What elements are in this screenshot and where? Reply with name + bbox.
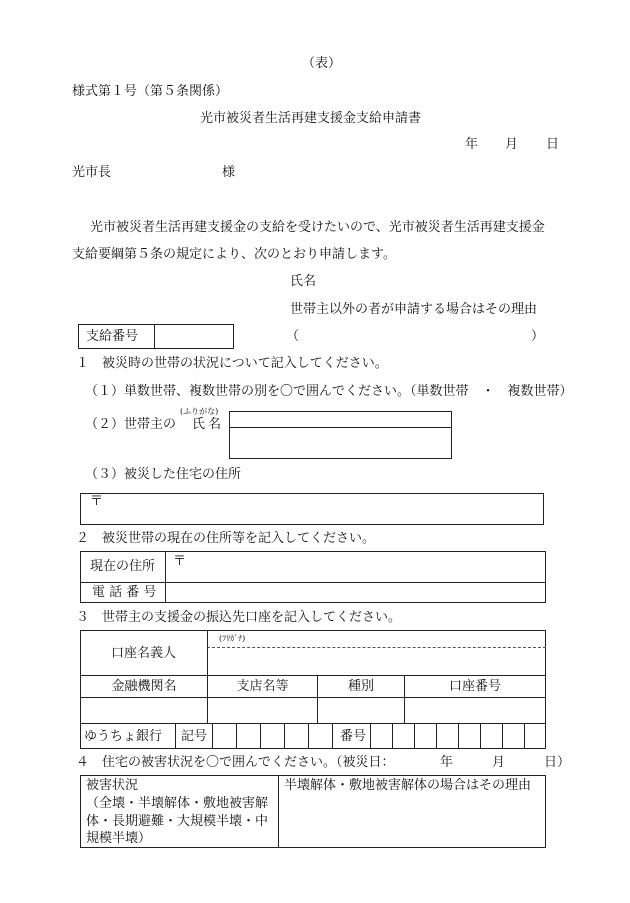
head-name-divider xyxy=(229,427,452,428)
yucho-label: ゆうちょ銀行 xyxy=(84,729,163,744)
current-postal-mark: 〒 xyxy=(173,554,187,569)
bank-row1-line xyxy=(80,675,546,676)
bank-row2-line xyxy=(80,697,546,698)
intro-line-1: 光市被災者生活再建支援金の支給を受けたいので、光市被災者生活再建支援金 xyxy=(90,220,545,235)
bank-name-header: 金融機関名 xyxy=(111,679,177,694)
damaged-address-label: （３）被災した住宅の住所 xyxy=(85,467,242,482)
reason-paren-close: ） xyxy=(531,329,545,344)
page-title: 光市被災者生活再建支援金支給申請書 xyxy=(200,111,422,126)
account-number-header: 口座番号 xyxy=(448,679,501,694)
bango-label: 番号 xyxy=(340,729,367,744)
head-name-field[interactable] xyxy=(231,429,450,457)
payment-number-divider xyxy=(154,324,155,349)
date-year-label: 年 xyxy=(465,137,479,152)
account-holder-field[interactable] xyxy=(209,649,544,673)
branch-header: 支店名等 xyxy=(236,679,289,694)
form-number: 様式第１号（第５条関係） xyxy=(72,84,229,99)
account-holder-label: 口座名義人 xyxy=(111,646,177,661)
payment-number-field[interactable] xyxy=(156,326,232,347)
kigo-label: 記号 xyxy=(181,729,208,744)
type-field[interactable] xyxy=(319,699,403,722)
section2-heading: ２ 被災世帯の現在の住所等を記入してください。 xyxy=(76,531,376,546)
damaged-postal-mark: 〒 xyxy=(90,494,104,509)
phone-row-line xyxy=(80,582,546,583)
furigana-dashed-line xyxy=(207,647,546,648)
kigo-box-line xyxy=(332,723,333,749)
account-furigana-label: (ﾌﾘｶﾞﾅ) xyxy=(219,634,246,643)
bank-row3-line xyxy=(80,723,546,724)
section3-heading: ３ 世帯主の支援金の振込先口座を記入してください。 xyxy=(76,610,402,625)
section1-heading: １ 被災時の世帯の状況について記入してください。 xyxy=(76,356,388,371)
omote-label: （表） xyxy=(302,56,342,71)
type-header: 種別 xyxy=(347,679,374,694)
shi-label: 氏 xyxy=(192,417,206,432)
damage-reason-label: 半壊解体・敷地被害解体の場合はその理由 xyxy=(284,778,532,793)
addressee: 光市長 xyxy=(72,165,112,180)
damaged-address-box[interactable] xyxy=(80,493,544,525)
current-address-divider xyxy=(165,551,166,603)
head-name-label: （２）世帯主の xyxy=(85,417,177,432)
current-address-label: 現在の住所 xyxy=(90,559,156,574)
intro-line-2: 支給要綱第５条の規定により、次のとおり申請します。 xyxy=(72,247,396,262)
section4-heading: ４ 住宅の被害状況を〇で囲んでください。（被災日： 年 月 日） xyxy=(76,755,571,770)
damage-status-line-1[interactable]: 被害状況 xyxy=(86,778,139,793)
bango-field[interactable] xyxy=(372,725,544,747)
current-address-field[interactable] xyxy=(190,553,544,580)
applicant-name-label: 氏名 xyxy=(290,274,317,289)
date-month-label: 月 xyxy=(505,137,519,152)
furigana-label: (ふりがな) xyxy=(180,407,219,416)
damage-status-line-2[interactable]: （全壊・半壊解体・敷地被害解 xyxy=(86,796,269,811)
reason-label: 世帯主以外の者が申請する場合はその理由 xyxy=(290,302,538,317)
phone-label: 電 話 番 号 xyxy=(92,585,157,600)
phone-field[interactable] xyxy=(167,584,544,601)
branch-field[interactable] xyxy=(209,699,316,722)
kigo-box-line xyxy=(212,723,213,749)
damage-status-line-3[interactable]: 体・長期避難・大規模半壊・中 xyxy=(86,814,269,829)
mei-label: 名 xyxy=(208,417,222,432)
honorific: 様 xyxy=(222,165,236,180)
bank-name-field[interactable] xyxy=(82,699,206,722)
yucho-divider xyxy=(175,723,176,749)
payment-number-label: 支給番号 xyxy=(86,329,139,344)
bango-box-line xyxy=(370,723,371,749)
kigo-field[interactable] xyxy=(214,725,330,747)
account-number-field[interactable] xyxy=(406,699,545,722)
reason-paren-open: （ xyxy=(286,329,300,344)
damage-status-line-4[interactable]: 規模半壊） xyxy=(86,831,152,846)
damage-reason-field[interactable] xyxy=(280,796,544,846)
date-day-label: 日 xyxy=(546,137,560,152)
damage-divider xyxy=(278,775,279,848)
household-type-question[interactable]: （１）単数世帯、複数世帯の別を〇で囲んでください。（単数世帯 ・ 複数世帯） xyxy=(85,384,573,399)
